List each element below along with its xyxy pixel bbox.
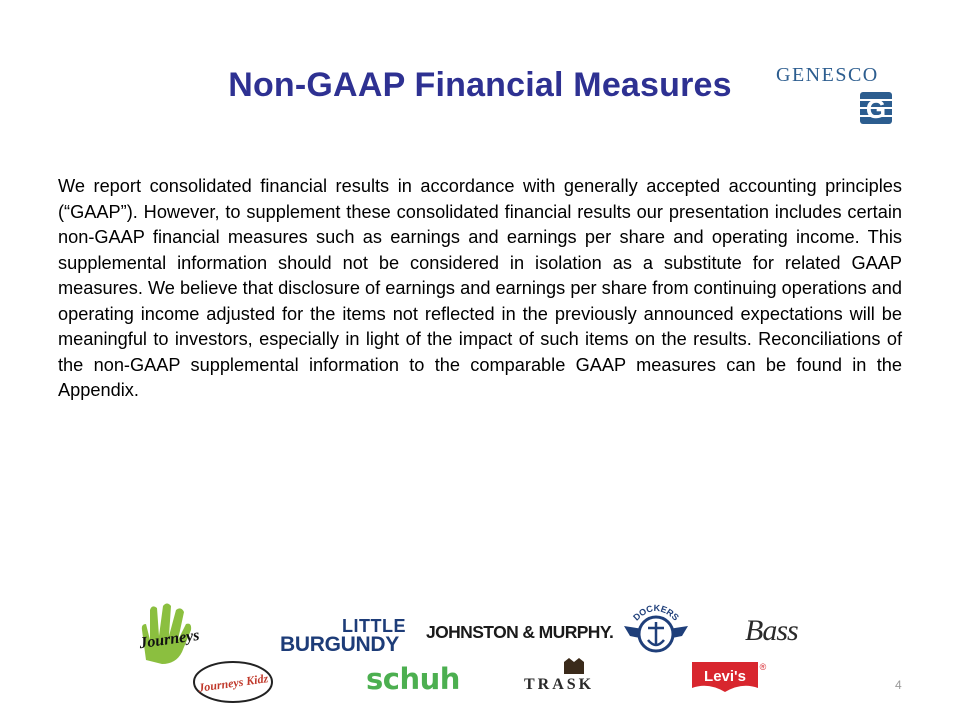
bass-logo: Bass	[745, 614, 798, 647]
trask-wordmark: TRASK	[524, 676, 595, 693]
journeys-hand-icon	[128, 600, 210, 666]
disclosure-paragraph: We report consolidated financial results in accordance with generally accepted accounting principles (“GAAP”). However, to supplement these consolidated financial results our presentation includes certain non-GAAP financial measures such as earnings and earnings per share and operating income. This supplemental information should not be considered in isolation as a substitute for related GAAP measures. We believe that disclosure of earnings and earnings per share from continuing operations and operating income adjusted for the items not reflected in the previously announced expectations will be meaningful to investors, especially in light of the impact of such items on the results. Reconciliations of the non-GAAP supplemental information to the comparable GAAP measures can be found in the Appendix.	[58, 176, 902, 400]
levis-registered-mark: ®	[759, 662, 767, 672]
journeys-wordmark: Journeys	[138, 626, 201, 653]
genesco-g-letter: G	[865, 94, 887, 124]
slide-title: Non-GAAP Financial Measures	[228, 66, 732, 104]
levis-batwing-icon	[690, 660, 770, 694]
levis-wordmark: Levi's	[704, 668, 746, 685]
genesco-g-icon	[860, 92, 892, 124]
journeys-kidz-badge-icon	[192, 660, 274, 704]
page-number: 4	[895, 678, 902, 692]
little-burgundy-line2: BURGUNDY	[280, 633, 399, 656]
journeys-kidz-logo	[192, 660, 274, 704]
dockers-wings-icon	[622, 604, 690, 662]
trask-logo	[522, 656, 626, 696]
trask-crest-icon	[522, 656, 626, 676]
schuh-logo: schuh	[366, 662, 460, 696]
genesco-wordmark: GENESCO	[776, 64, 879, 86]
genesco-logo	[772, 64, 896, 128]
levis-logo	[690, 660, 770, 694]
dockers-logo	[622, 604, 690, 662]
little-burgundy-logo	[280, 616, 406, 656]
journeys-logo	[128, 600, 210, 666]
dockers-wordmark: DOCKERS	[631, 604, 681, 623]
journeys-kidz-wordmark: Journeys Kidz	[197, 671, 269, 695]
little-burgundy-line1: LITTLE	[342, 616, 406, 636]
johnston-murphy-logo: JOHNSTON & MURPHY.	[426, 622, 614, 642]
